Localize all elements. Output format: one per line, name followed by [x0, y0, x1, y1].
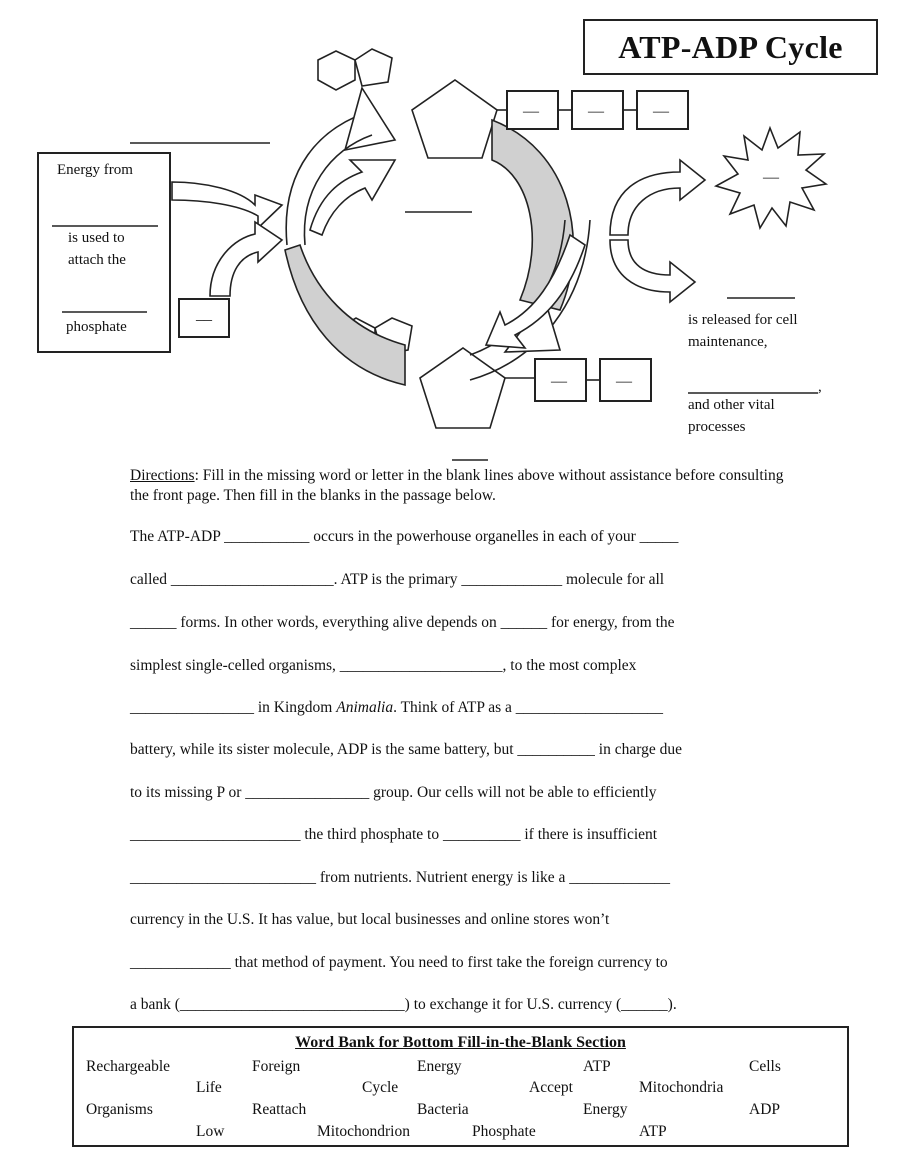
passage-row-7: to its missing P or ________________ group. Our cells will not be able to efficiently: [130, 784, 657, 801]
word-bank-word: Bacteria: [417, 1101, 469, 1118]
passage-row-5: [130, 699, 663, 717]
passage-row-5b: Animalia: [336, 699, 394, 716]
passage-row-1: The ATP-ADP ___________ occurs in the powerhouse organelles in each of your _____: [130, 528, 679, 545]
bottom-phosphate-1-dash: —: [551, 373, 567, 390]
passage-row-10: currency in the U.S. It has value, but local businesses and online stores won’t: [130, 911, 610, 928]
word-bank: [72, 1026, 849, 1147]
star-dash: —: [763, 169, 779, 186]
title-box: [583, 19, 878, 75]
word-bank-title: Word Bank for Bottom Fill-in-the-Blank Section: [295, 1034, 626, 1051]
directions-text: : Fill in the missing word or letter in the blank lines above without assistance before consulting the front page. Then fill in the blanks in the passage below.: [130, 467, 784, 504]
released-comma: ,: [818, 379, 822, 395]
word-bank-word: Foreign: [252, 1058, 301, 1075]
incoming-arrow-2: [210, 222, 282, 296]
passage-row-4: simplest single-celled organisms, _____________________, to the most complex: [130, 657, 637, 674]
energy-box-line4: phosphate: [66, 319, 127, 335]
released-line2: maintenance,: [688, 334, 768, 350]
word-bank-word: Life: [196, 1079, 222, 1096]
top-pentagon: [355, 49, 392, 86]
passage-row-9: ________________________ from nutrients. Nutrient energy is like a _____________: [130, 869, 671, 886]
released-line1: is released for cell: [688, 312, 798, 328]
top-phosphate-3-dash: —: [653, 103, 669, 120]
word-bank-word: Cycle: [362, 1079, 399, 1096]
word-bank-word: Rechargeable: [86, 1058, 171, 1075]
top-phosphate-1-dash: —: [523, 103, 539, 120]
word-bank-word: Low: [196, 1123, 225, 1140]
phosphate-blank-box: [178, 298, 230, 338]
bottom-phosphate-2-dash: —: [616, 373, 632, 390]
passage-row-8: ______________________ the third phosphate to __________ if there is insufficient: [130, 826, 658, 843]
passage-row-5a: ________________ in Kingdom: [130, 699, 337, 716]
word-bank-word: Cells: [749, 1058, 781, 1075]
outgoing-arrow-upper: [610, 160, 705, 235]
top-phosphate-2-dash: —: [588, 103, 604, 120]
passage-row-11: _____________ that method of payment. You need to first take the foreign currency to: [130, 954, 668, 971]
energy-box-line2: is used to: [68, 230, 125, 246]
directions: [130, 466, 790, 506]
word-bank-word: Phosphate: [472, 1123, 536, 1140]
word-bank-word: Energy: [417, 1058, 462, 1075]
word-bank-word: Mitochondria: [639, 1079, 724, 1096]
word-bank-word: ADP: [749, 1101, 781, 1118]
phosphate-blank: __: [196, 306, 212, 323]
word-bank-word: Energy: [583, 1101, 628, 1118]
passage-row-12: a bank (_____________________________) to exchange it for U.S. currency (______).: [130, 996, 677, 1013]
passage-row-2: called _____________________. ATP is the primary _____________ molecule for all: [130, 571, 665, 588]
left-shaded-arrow: [285, 245, 405, 385]
word-bank-word: Accept: [529, 1079, 573, 1096]
word-bank-word: Reattach: [252, 1101, 307, 1118]
top-hexagon: [318, 51, 355, 90]
energy-box-line3: attach the: [68, 252, 126, 268]
top-ribose-pentagon: [412, 80, 497, 158]
word-bank-word: Organisms: [86, 1101, 153, 1118]
passage-row-6: battery, while its sister molecule, ADP is the same battery, but __________ in charge due: [130, 741, 682, 758]
page-title: ATP-ADP Cycle: [618, 29, 843, 65]
energy-box-line1: Energy from: [57, 162, 133, 178]
outgoing-arrow-lower: [610, 240, 695, 302]
released-line3: and other vital: [688, 397, 775, 413]
passage-row-5c: . Think of ATP as a ___________________: [393, 699, 664, 716]
bottom-ribose-pentagon: [420, 348, 505, 428]
word-bank-word: ATP: [583, 1058, 611, 1075]
directions-label: Directions: [130, 467, 195, 484]
passage-row-3: ______ forms. In other words, everything alive depends on ______ for energy, from the: [130, 614, 675, 631]
word-bank-word: ATP: [639, 1123, 667, 1140]
incoming-arrow-1: [172, 182, 282, 228]
released-line4: processes: [688, 419, 746, 435]
word-bank-word: Mitochondrion: [317, 1123, 410, 1140]
